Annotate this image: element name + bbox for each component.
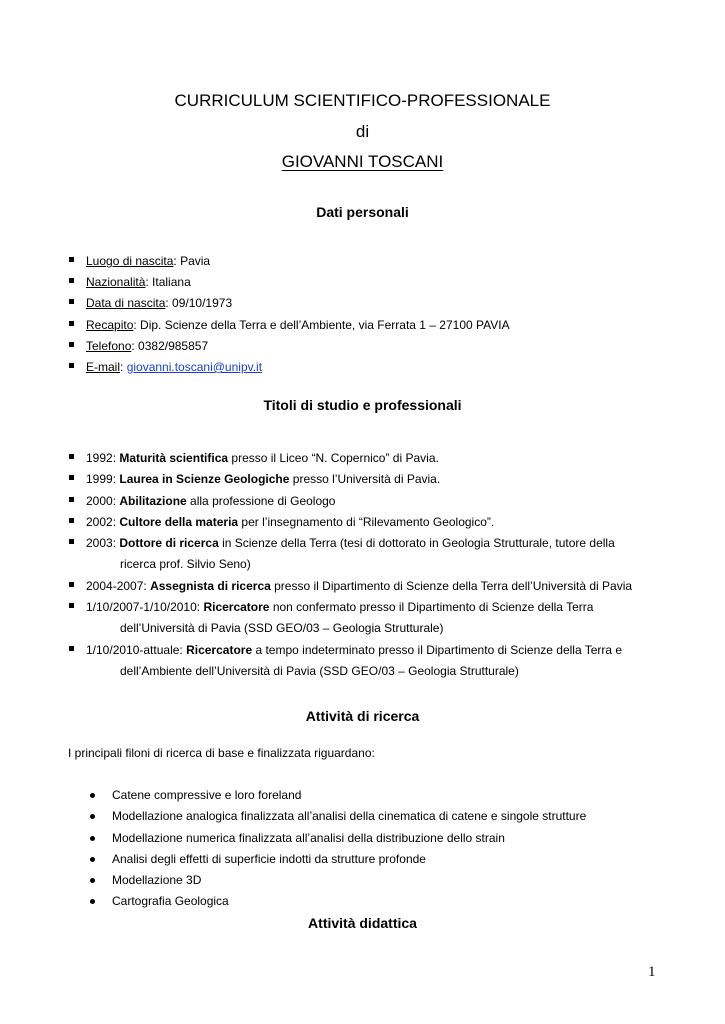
- item-prefix: 1992:: [86, 451, 120, 465]
- item-prefix: 1/10/2007-1/10/2010:: [86, 600, 204, 615]
- item-prefix: 2004-2007:: [86, 578, 151, 593]
- item-rest: non confermato presso il Dipartimento di Scienze della Terra: [269, 600, 594, 615]
- item-rest: per l’insegnamento di “Rilevamento Geologico”.: [238, 514, 495, 529]
- item-label: E-mail: [86, 360, 121, 375]
- item-label: Telefono: [86, 338, 132, 353]
- document-title: CURRICULUM SCIENTIFICO-PROFESSIONALE: [174, 91, 551, 110]
- list-item: [68, 512, 632, 533]
- list-item: [68, 251, 510, 272]
- item-bold: Abilitazione: [119, 493, 187, 508]
- title-di: di: [355, 122, 370, 141]
- list-item: Catene compressive e loro foreland: [88, 785, 586, 806]
- item-label: Data di nascita: [86, 296, 166, 311]
- email-link[interactable]: giovanni.toscani@unipv.it: [126, 360, 263, 375]
- item-bold: Dottore di ricerca: [119, 536, 219, 551]
- list-item: [68, 640, 632, 683]
- item-label: Nazionalità: [86, 275, 146, 290]
- list-item: Analisi degli effetti di superficie indotti da strutture profonde: [88, 849, 586, 870]
- item-bold: Ricercatore: [203, 600, 270, 615]
- item-prefix: 2000:: [86, 493, 120, 508]
- list-item: [68, 597, 632, 640]
- item-continuation: dell’Ambiente dell’Università di Pavia (SSD GEO/03 – Geologia Strutturale): [120, 663, 519, 678]
- item-continuation: ricerca prof. Silvio Seno): [120, 557, 251, 572]
- item-bold: Assegnista di ricerca: [150, 578, 271, 593]
- item-label: Luogo di nascita: [86, 254, 174, 268]
- author-name: [0, 152, 725, 172]
- section-heading-personal: Dati personali: [316, 204, 409, 220]
- list-item: Modellazione numerica finalizzata all’analisi della distribuzione dello strain: [88, 828, 586, 849]
- list-item: Modellazione analogica finalizzata all’analisi della cinematica di catene e singole strutture: [88, 806, 586, 827]
- list-item: [68, 293, 510, 314]
- section-heading-teaching: Attività didattica: [308, 915, 417, 931]
- list-item: Modellazione 3D: [88, 870, 586, 891]
- item-continuation: dell’Università di Pavia (SSD GEO/03 – Geologia Strutturale): [120, 621, 444, 636]
- item-bold: Laurea in Scienze Geologiche: [119, 472, 290, 487]
- list-item: [68, 491, 632, 512]
- list-item: [68, 336, 510, 357]
- item-bold: Cultore della materia: [119, 514, 239, 529]
- list-item: [68, 533, 632, 576]
- list-item: [68, 315, 510, 336]
- author-name-text: GIOVANNI TOSCANI: [281, 152, 444, 171]
- item-value: : 0382/985857: [131, 338, 209, 353]
- research-list: [88, 785, 586, 913]
- research-intro: I principali filoni di ricerca di base e finalizzata riguardano:: [68, 746, 375, 760]
- section-heading-studies: Titoli di studio e professionali: [263, 397, 462, 413]
- item-value: :: [120, 360, 127, 375]
- item-value: : Pavia: [173, 254, 211, 268]
- item-value: : 09/10/1973: [165, 296, 233, 311]
- item-prefix: 1/10/2010-attuale:: [86, 642, 187, 657]
- item-rest: presso il Dipartimento di Scienze della Terra dell’Università di Pavia: [270, 578, 633, 593]
- item-value: : Dip. Scienze della Terra e dell’Ambiente, via Ferrata 1 – 27100 PAVIA: [133, 317, 510, 332]
- list-item: [68, 357, 510, 378]
- item-prefix: 2002:: [86, 514, 120, 529]
- list-item: [68, 272, 510, 293]
- section-heading-research: Attività di ricerca: [305, 708, 420, 724]
- page-number: 1: [648, 964, 656, 980]
- item-value: : Italiana: [145, 275, 191, 290]
- studies-list: [68, 448, 632, 682]
- item-rest: a tempo indeterminato presso il Dipartimento di Scienze della Terra e: [252, 642, 623, 657]
- list-item: [68, 448, 632, 469]
- item-rest: presso il Liceo “N. Copernico” di Pavia.: [228, 451, 439, 465]
- item-rest: alla professione di Geologo: [186, 493, 336, 508]
- item-label: Recapito: [86, 317, 134, 332]
- item-rest: presso l’Università di Pavia.: [289, 472, 441, 487]
- item-bold: Maturità scientifica: [119, 451, 229, 465]
- list-item: [68, 576, 632, 597]
- item-prefix: 2003:: [86, 536, 120, 551]
- list-item: [68, 469, 632, 490]
- list-item: Cartografia Geologica: [88, 891, 586, 912]
- personal-list: [68, 251, 510, 378]
- item-rest: in Scienze della Terra (tesi di dottorato in Geologia Strutturale, tutore della: [218, 536, 615, 551]
- item-bold: Ricercatore: [186, 642, 253, 657]
- item-prefix: 1999:: [86, 472, 120, 487]
